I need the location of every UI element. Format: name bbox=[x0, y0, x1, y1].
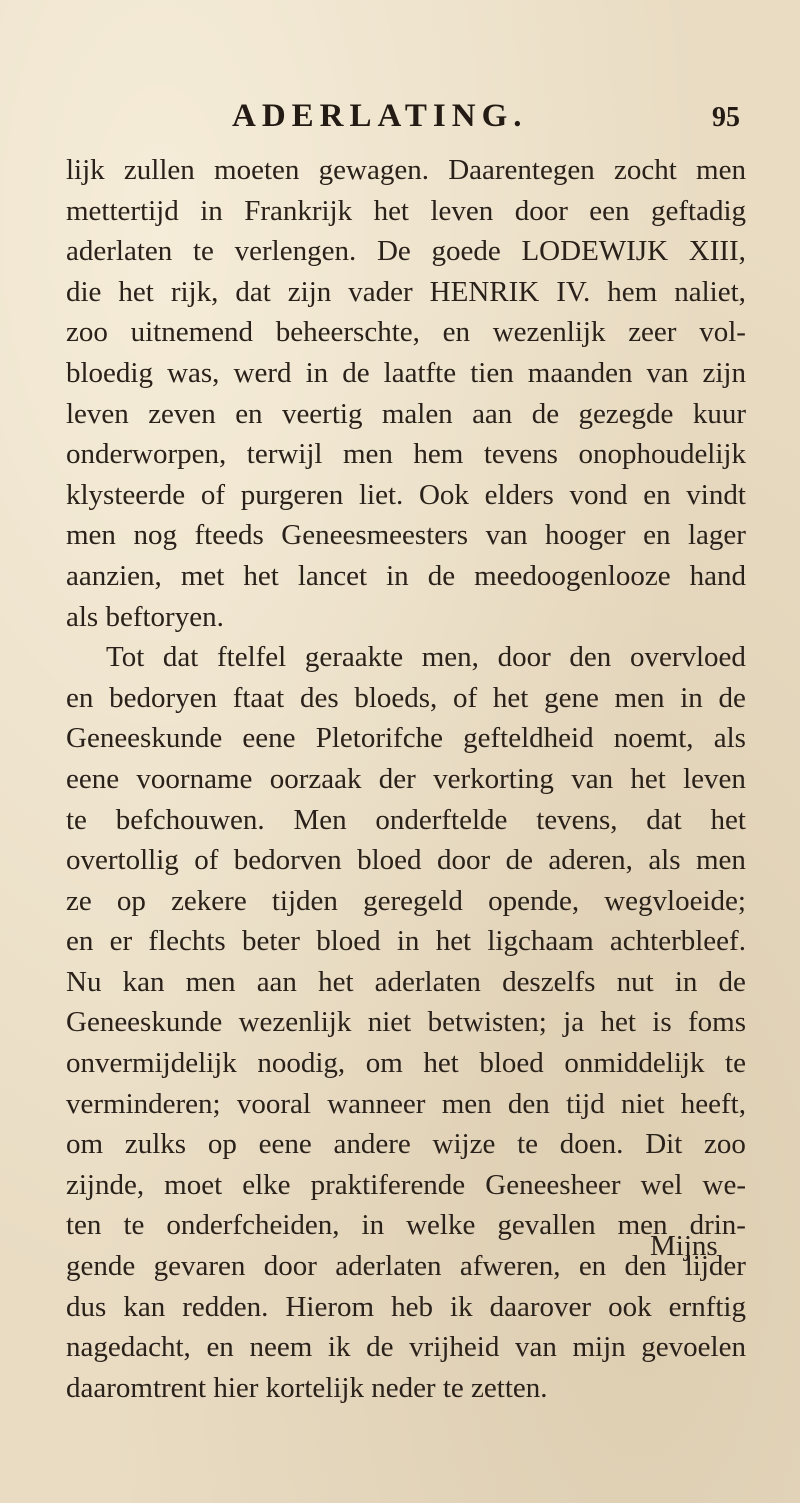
text-line: zijnde, moet elke praktiferende Geneesheer wel we- bbox=[66, 1168, 746, 1201]
running-head-title: ADERLATING. bbox=[232, 98, 528, 134]
text-line: klysteerde of purgeren liet. Ook elders vond en vindt bbox=[66, 478, 746, 511]
text-line: nagedacht, en neem ik de vrijheid van mijn gevoelen bbox=[66, 1331, 746, 1364]
catchword: Mijns bbox=[650, 1230, 718, 1262]
text-line: Geneeskunde eene Pletorifche gefteldheid noemt, als bbox=[66, 722, 746, 755]
text-line: dus kan redden. Hierom heb ik daarover ook ernftig bbox=[66, 1290, 746, 1323]
text-line: daaromtrent hier kortelijk neder te zetten. bbox=[66, 1371, 548, 1404]
body-text bbox=[66, 150, 746, 1408]
text-line: overtollig of bedorven bloed door de aderen, als men bbox=[66, 844, 746, 877]
text-line: lijk zullen moeten gewagen. Daarentegen zocht men bbox=[66, 154, 746, 186]
text-line: ten te onderfcheiden, in welke gevallen men drin- bbox=[66, 1209, 746, 1242]
running-head bbox=[0, 98, 800, 138]
text-line: onvermijdelijk noodig, om het bloed onmiddelijk te bbox=[66, 1047, 746, 1080]
text-line: men nog fteeds Geneesmeesters van hooger en lager bbox=[66, 519, 746, 552]
text-line: die het rijk, dat zijn vader HENRIK IV. hem naliet, bbox=[66, 275, 746, 308]
text-line: aanzien, met het lancet in de meedoogenlooze hand bbox=[66, 559, 746, 592]
text-line: en er flechts beter bloed in het ligchaam achterbleef. bbox=[66, 925, 746, 958]
page-number: 95 bbox=[712, 102, 740, 133]
text-line: mettertijd in Frankrijk het leven door een geftadig bbox=[66, 194, 746, 227]
text-line: eene voorname oorzaak der verkorting van het leven bbox=[66, 762, 746, 795]
text-line: ze op zekere tijden geregeld opende, wegvloeide; bbox=[66, 884, 746, 917]
text-line: verminderen; vooral wanneer men den tijd niet heeft, bbox=[66, 1087, 746, 1120]
text-line: om zulks op eene andere wijze te doen. Dit zoo bbox=[66, 1128, 746, 1161]
text-line: Geneeskunde wezenlijk niet betwisten; ja het is foms bbox=[66, 1006, 746, 1039]
text-line: gende gevaren door aderlaten afweren, en den lijder bbox=[66, 1250, 746, 1283]
text-line: te befchouwen. Men onderftelde tevens, dat het bbox=[66, 803, 746, 836]
text-line: bloedig was, werd in de laatfte tien maanden van zijn bbox=[66, 356, 746, 389]
text-line: zoo uitnemend beheerschte, en wezenlijk zeer vol- bbox=[66, 316, 746, 349]
text-line: leven zeven en veertig malen aan de gezegde kuur bbox=[66, 397, 746, 430]
text-line: als beftoryen. bbox=[66, 600, 224, 633]
text-line: Nu kan men aan het aderlaten deszelfs nut in de bbox=[66, 965, 746, 998]
text-line: aderlaten te verlengen. De goede LODEWIJK XIII, bbox=[66, 235, 746, 268]
text-line: Tot dat ftelfel geraakte men, door den overvloed bbox=[106, 641, 746, 674]
text-line: onderworpen, terwijl men hem tevens onophoudelijk bbox=[66, 438, 746, 471]
text-line: en bedoryen ftaat des bloeds, of het gene men in de bbox=[66, 681, 746, 714]
